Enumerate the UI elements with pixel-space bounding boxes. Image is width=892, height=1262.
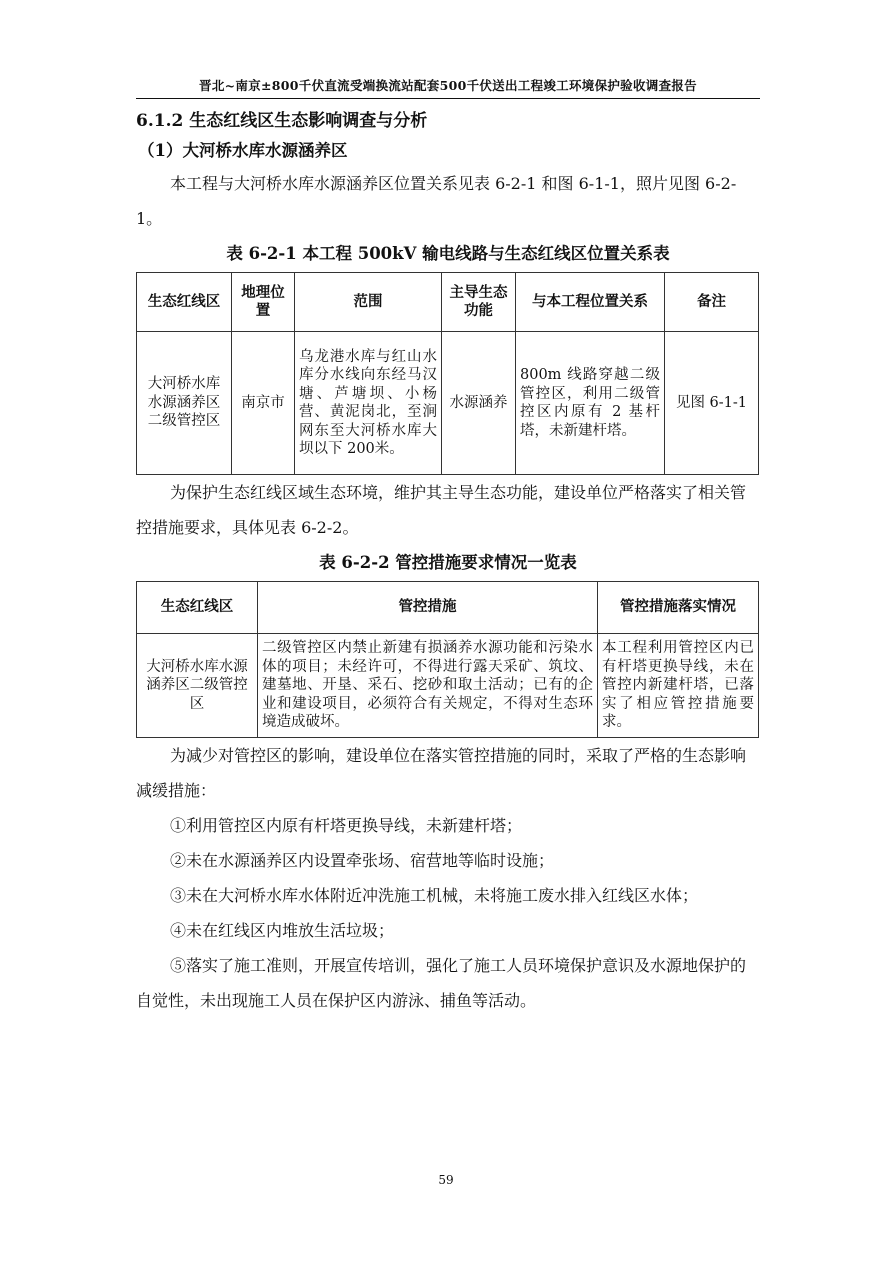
subsection-heading: （1）大河桥水库水源涵养区 — [138, 141, 348, 160]
table1-cell-zone: 大河桥水库水源涵养区二级管控区 — [137, 332, 232, 475]
mitigation-item: ①利用管控区内原有杆塔更换导线，未新建杆塔； — [170, 816, 523, 835]
table1-cell-relation: 800m 线路穿越二级管控区，利用二级管控区内原有 2 基杆塔，未新建杆塔。 — [516, 332, 665, 475]
table-6-2-1 — [136, 272, 759, 475]
table2-header-measures: 管控措施 — [258, 582, 598, 634]
header-rule — [136, 98, 760, 99]
table2-header-implementation: 管控措施落实情况 — [598, 582, 759, 634]
table1-header-relation: 与本工程位置关系 — [516, 273, 665, 332]
table1-header-location: 地理位置 — [232, 273, 295, 332]
mitigation-item-last: ⑤落实了施工准则，开展宣传培训，强化了施工人员环境保护意识及水源地保护的自觉性，未出现施工人员在保护区内游泳、捕鱼等活动。 — [136, 956, 747, 1010]
table1-cell-location: 南京市 — [232, 332, 295, 475]
table2-caption: 表 6-2-2 管控措施要求情况一览表 — [319, 553, 577, 572]
table1-header-note: 备注 — [665, 273, 759, 332]
table-6-2-2 — [136, 581, 759, 738]
intro-paragraph: 本工程与大河桥水库水源涵养区位置关系见表 6-2-1 和图 6-1-1，照片见图 6-2-1。 — [136, 174, 737, 228]
running-header: 晋北~南京±800千伏直流受端换流站配套500千伏送出工程竣工环境保护验收调查报告 — [199, 78, 697, 93]
table1-cell-function: 水源涵养 — [442, 332, 516, 475]
table1-cell-note: 见图 6-1-1 — [665, 332, 759, 475]
table1-header-zone: 生态红线区 — [137, 273, 232, 332]
table-row — [137, 332, 759, 475]
mitigation-intro: 为减少对管控区的影响，建设单位在落实管控措施的同时，采取了严格的生态影响减缓措施： — [136, 746, 747, 800]
page-content — [136, 106, 760, 1018]
table-row — [137, 634, 759, 738]
table1-cell-scope: 乌龙港水库与红山水库分水线向东经马汉塘、芦塘坝、小杨营、黄泥岗北，至涧网东至大河桥水库大坝以下 200米。 — [295, 332, 442, 475]
table2-header-zone: 生态红线区 — [137, 582, 258, 634]
mitigation-item: ②未在水源涵养区内设置牵张场、宿营地等临时设施； — [170, 851, 555, 870]
table2-cell-implementation: 本工程利用管控区内已有杆塔更换导线，未在管控内新建杆塔，已落实了相应管控措施要求。 — [598, 634, 759, 738]
table2-cell-zone: 大河桥水库水源涵养区二级管控区 — [137, 634, 258, 738]
table1-caption: 表 6-2-1 本工程 500kV 输电线路与生态红线区位置关系表 — [226, 244, 670, 263]
page-number: 59 — [438, 1173, 454, 1187]
table1-header-scope: 范围 — [295, 273, 442, 332]
mitigation-item: ③未在大河桥水库水体附近冲洗施工机械，未将施工废水排入红线区水体； — [170, 886, 699, 905]
table2-cell-measures: 二级管控区内禁止新建有损涵养水源功能和污染水体的项目；未经许可，不得进行露天采矿、筑坟、建墓地、开垦、采石、挖砂和取土活动；已有的企业和建设项目，必须符合有关规定，不得对生态环境造成破坏。 — [258, 634, 598, 738]
section-heading: 6.1.2 生态红线区生态影响调查与分析 — [136, 111, 428, 131]
table1-header-row — [137, 273, 759, 332]
table2-header-row — [137, 582, 759, 634]
mid-paragraph: 为保护生态红线区域生态环境，维护其主导生态功能，建设单位严格落实了相关管控措施要求，具体见表 6-2-2。 — [136, 483, 747, 537]
mitigation-item: ④未在红线区内堆放生活垃圾； — [170, 921, 395, 940]
table1-header-function: 主导生态功能 — [442, 273, 516, 332]
